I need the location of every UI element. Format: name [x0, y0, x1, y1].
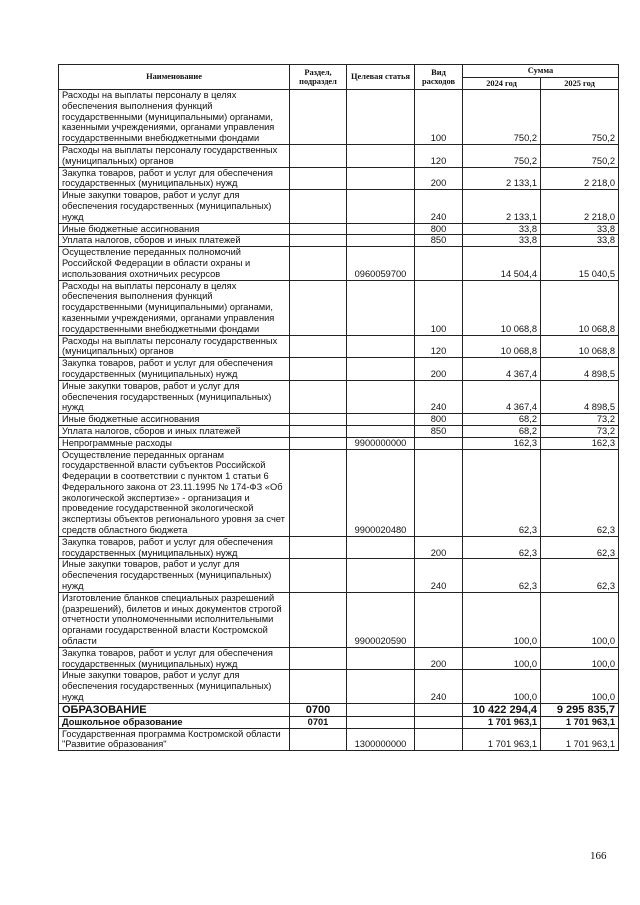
row-target	[347, 335, 415, 358]
header-sum: Сумма	[463, 65, 619, 78]
row-target	[347, 167, 415, 190]
row-expense-type	[415, 716, 463, 728]
row-section	[290, 235, 347, 247]
page-number: 166	[590, 850, 607, 862]
table-row	[59, 190, 619, 223]
row-section	[290, 437, 347, 449]
row-name: Осуществление переданных органам государственной власти субъектов Российской Федерации в соответствии с пунктом 1 статьи 6 Федерального закона от 23.11.1995 № 174-ФЗ «Об экологической экспертизе» - организация и проведение государственной экологической экспертизы объектов регионального уровня за счет средств областного бюджета	[59, 449, 290, 536]
header-year-2025: 2025 год	[541, 77, 619, 90]
row-amount-2024: 10 068,8	[463, 335, 541, 358]
row-amount-2024: 2 133,1	[463, 190, 541, 223]
header-expense-type: Вид расходов	[415, 65, 463, 90]
row-amount-2025: 4 898,5	[541, 380, 619, 413]
row-section	[290, 380, 347, 413]
row-target	[347, 235, 415, 247]
row-amount-2025: 1 701 963,1	[541, 728, 619, 751]
row-target: 9900020480	[347, 449, 415, 536]
row-expense-type: 200	[415, 536, 463, 559]
row-amount-2024: 62,3	[463, 559, 541, 592]
row-expense-type: 120	[415, 335, 463, 358]
row-amount-2025: 73,2	[541, 414, 619, 426]
row-amount-2025: 2 218,0	[541, 190, 619, 223]
row-target	[347, 358, 415, 381]
row-target: 1300000000	[347, 728, 415, 751]
row-expense-type: 800	[415, 223, 463, 235]
row-expense-type	[415, 592, 463, 647]
row-expense-type: 850	[415, 235, 463, 247]
budget-table	[58, 64, 619, 751]
table-body	[59, 90, 619, 751]
row-amount-2024: 14 504,4	[463, 247, 541, 280]
table-row	[59, 335, 619, 358]
header-section: Раздел, подраздел	[290, 65, 347, 90]
row-target	[347, 223, 415, 235]
row-amount-2024: 33,8	[463, 223, 541, 235]
row-amount-2024: 1 701 963,1	[463, 728, 541, 751]
row-target	[347, 536, 415, 559]
row-target	[347, 380, 415, 413]
row-target: 9900000000	[347, 437, 415, 449]
row-name: Закупка товаров, работ и услуг для обеспечения государственных (муниципальных) нужд	[59, 536, 290, 559]
row-expense-type: 240	[415, 559, 463, 592]
row-amount-2025: 4 898,5	[541, 358, 619, 381]
row-target	[347, 190, 415, 223]
row-name: Расходы на выплаты персоналу государственных (муниципальных) органов	[59, 144, 290, 167]
row-name: Иные закупки товаров, работ и услуг для обеспечения государственных (муниципальных) нужд	[59, 670, 290, 703]
row-name: Расходы на выплаты персоналу в целях обеспечения выполнения функций государственными (муниципальными) органами, казенными учреждениями, органами управления государственными внебюджетными фондами	[59, 280, 290, 335]
row-amount-2025: 100,0	[541, 592, 619, 647]
row-name: Иные закупки товаров, работ и услуг для обеспечения государственных (муниципальных) нужд	[59, 190, 290, 223]
row-name: ОБРАЗОВАНИЕ	[59, 703, 290, 716]
row-amount-2024: 68,2	[463, 414, 541, 426]
table-row	[59, 647, 619, 670]
row-amount-2024: 750,2	[463, 144, 541, 167]
row-section	[290, 280, 347, 335]
row-expense-type: 240	[415, 670, 463, 703]
row-amount-2024: 62,3	[463, 536, 541, 559]
header-name: Наименование	[59, 65, 290, 90]
row-target	[347, 559, 415, 592]
row-amount-2025: 9 295 835,7	[541, 703, 619, 716]
table-row	[59, 703, 619, 716]
row-amount-2024: 750,2	[463, 90, 541, 145]
row-amount-2024: 10 422 294,4	[463, 703, 541, 716]
row-expense-type: 200	[415, 647, 463, 670]
row-name: Иные бюджетные ассигнования	[59, 223, 290, 235]
row-amount-2024: 62,3	[463, 449, 541, 536]
row-amount-2025: 10 068,8	[541, 335, 619, 358]
row-name: Изготовление бланков специальных разрешений (разрешений), билетов и иных документов строгой отчетности уполномоченными исполнительными органами государственной власти Костромской области	[59, 592, 290, 647]
row-amount-2025: 750,2	[541, 90, 619, 145]
row-amount-2025: 33,8	[541, 223, 619, 235]
row-amount-2025: 100,0	[541, 670, 619, 703]
row-section	[290, 247, 347, 280]
row-name: Уплата налогов, сборов и иных платежей	[59, 425, 290, 437]
row-amount-2024: 2 133,1	[463, 167, 541, 190]
row-target	[347, 425, 415, 437]
row-expense-type: 240	[415, 380, 463, 413]
row-section: 0701	[290, 716, 347, 728]
row-name: Непрограммные расходы	[59, 437, 290, 449]
table-row	[59, 280, 619, 335]
row-target	[347, 670, 415, 703]
row-amount-2024: 162,3	[463, 437, 541, 449]
table-row	[59, 592, 619, 647]
row-amount-2024: 4 367,4	[463, 358, 541, 381]
row-expense-type	[415, 247, 463, 280]
table-row	[59, 247, 619, 280]
row-amount-2025: 10 068,8	[541, 280, 619, 335]
table-row	[59, 536, 619, 559]
row-target: 0960059700	[347, 247, 415, 280]
row-amount-2025: 73,2	[541, 425, 619, 437]
row-amount-2024: 4 367,4	[463, 380, 541, 413]
row-section	[290, 647, 347, 670]
row-section	[290, 190, 347, 223]
row-expense-type: 200	[415, 358, 463, 381]
row-name: Иные бюджетные ассигнования	[59, 414, 290, 426]
row-name: Закупка товаров, работ и услуг для обеспечения государственных (муниципальных) нужд	[59, 167, 290, 190]
row-expense-type: 100	[415, 280, 463, 335]
table-row	[59, 380, 619, 413]
row-section	[290, 592, 347, 647]
row-amount-2024: 100,0	[463, 592, 541, 647]
table-row	[59, 559, 619, 592]
row-target	[347, 703, 415, 716]
row-amount-2025: 62,3	[541, 449, 619, 536]
row-section	[290, 90, 347, 145]
row-expense-type: 120	[415, 144, 463, 167]
row-target	[347, 414, 415, 426]
row-amount-2025: 162,3	[541, 437, 619, 449]
row-section	[290, 223, 347, 235]
row-name: Государственная программа Костромской области "Развитие образования"	[59, 728, 290, 751]
row-amount-2024: 100,0	[463, 670, 541, 703]
row-amount-2024: 100,0	[463, 647, 541, 670]
row-section	[290, 335, 347, 358]
table-row	[59, 728, 619, 751]
row-expense-type	[415, 703, 463, 716]
table-row	[59, 414, 619, 426]
row-section	[290, 728, 347, 751]
row-expense-type: 100	[415, 90, 463, 145]
row-section	[290, 449, 347, 536]
table-row	[59, 223, 619, 235]
table-row	[59, 235, 619, 247]
row-section	[290, 167, 347, 190]
table-row	[59, 144, 619, 167]
table-row	[59, 167, 619, 190]
header-year-2024: 2024 год	[463, 77, 541, 90]
row-name: Иные закупки товаров, работ и услуг для обеспечения государственных (муниципальных) нужд	[59, 380, 290, 413]
row-amount-2025: 100,0	[541, 647, 619, 670]
row-target	[347, 280, 415, 335]
header-target: Целевая статья	[347, 65, 415, 90]
row-amount-2024: 1 701 963,1	[463, 716, 541, 728]
table-row	[59, 90, 619, 145]
row-expense-type: 240	[415, 190, 463, 223]
row-expense-type	[415, 728, 463, 751]
row-expense-type	[415, 437, 463, 449]
row-name: Расходы на выплаты персоналу в целях обеспечения выполнения функций государственными (муниципальными) органами, казенными учреждениями, органами управления государственными внебюджетными фондами	[59, 90, 290, 145]
row-name: Расходы на выплаты персоналу государственных (муниципальных) органов	[59, 335, 290, 358]
table-row	[59, 358, 619, 381]
row-expense-type: 850	[415, 425, 463, 437]
row-expense-type: 800	[415, 414, 463, 426]
row-name: Дошкольное образование	[59, 716, 290, 728]
row-amount-2025: 2 218,0	[541, 167, 619, 190]
row-section	[290, 670, 347, 703]
row-amount-2025: 33,8	[541, 235, 619, 247]
row-expense-type: 200	[415, 167, 463, 190]
table-row	[59, 449, 619, 536]
row-amount-2025: 62,3	[541, 536, 619, 559]
row-amount-2025: 15 040,5	[541, 247, 619, 280]
row-name: Иные закупки товаров, работ и услуг для обеспечения государственных (муниципальных) нужд	[59, 559, 290, 592]
row-section	[290, 358, 347, 381]
row-section: 0700	[290, 703, 347, 716]
row-section	[290, 144, 347, 167]
row-name: Осуществление переданных полномочий Российской Федерации в области охраны и использования охотничьих ресурсов	[59, 247, 290, 280]
row-expense-type	[415, 449, 463, 536]
row-name: Закупка товаров, работ и услуг для обеспечения государственных (муниципальных) нужд	[59, 647, 290, 670]
row-section	[290, 559, 347, 592]
row-target: 9900020590	[347, 592, 415, 647]
row-amount-2024: 68,2	[463, 425, 541, 437]
row-target	[347, 90, 415, 145]
row-amount-2025: 62,3	[541, 559, 619, 592]
table-row	[59, 437, 619, 449]
row-target	[347, 647, 415, 670]
row-section	[290, 414, 347, 426]
row-target	[347, 716, 415, 728]
row-section	[290, 536, 347, 559]
table-row	[59, 670, 619, 703]
row-amount-2025: 1 701 963,1	[541, 716, 619, 728]
row-name: Уплата налогов, сборов и иных платежей	[59, 235, 290, 247]
row-amount-2025: 750,2	[541, 144, 619, 167]
row-amount-2024: 33,8	[463, 235, 541, 247]
table-row	[59, 716, 619, 728]
row-target	[347, 144, 415, 167]
table-row	[59, 425, 619, 437]
row-amount-2024: 10 068,8	[463, 280, 541, 335]
row-name: Закупка товаров, работ и услуг для обеспечения государственных (муниципальных) нужд	[59, 358, 290, 381]
row-section	[290, 425, 347, 437]
